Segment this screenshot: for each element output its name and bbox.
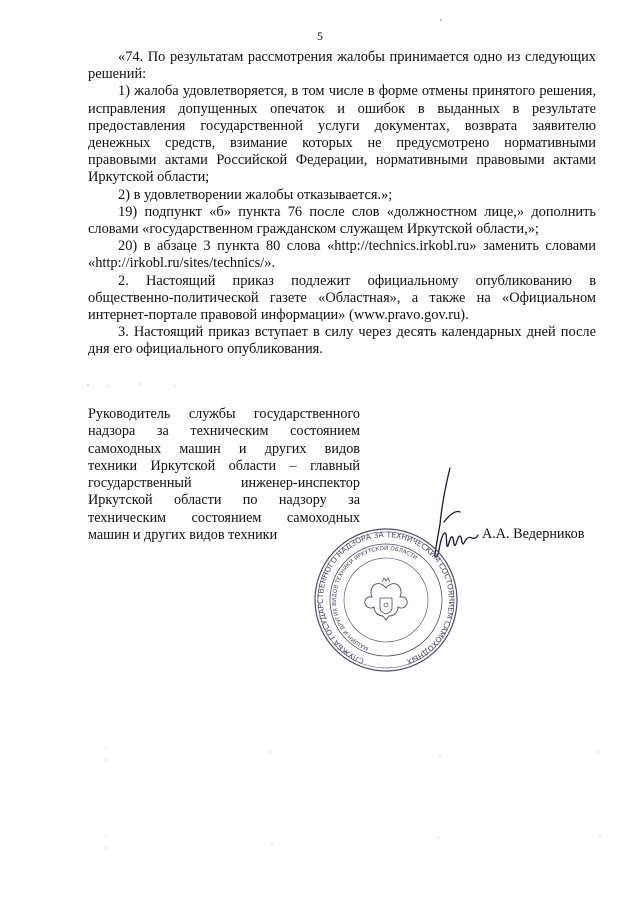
- amendment-20: 20) в абзаце 3 пункта 80 слова «http://technics.irkobl.ru» заменить словами «http://irkobl.ru/sites/technics/».: [88, 238, 596, 272]
- official-seal: [313, 527, 459, 673]
- signatory-line: Иркутской области по надзору за: [88, 492, 360, 509]
- signatory-line: государственный инженер-инспектор: [88, 475, 360, 492]
- clause-2-publication: 2. Настоящий приказ подлежит официальному опубликованию в общественно-политической газете «Областная», а также на «Официальном интернет-портале правовой информации» (www.pravo.gov.ru).: [88, 272, 596, 324]
- signatory-line: Руководитель службы государственного: [88, 406, 360, 422]
- paragraph-74-item-2: 2) в удовлетворении жалобы отказывается.»;: [118, 186, 393, 203]
- seal-inner-text: МАШИН И ДРУГИХ ВИДОВ ТЕХНИКИ ИРКУТСКОЙ ОБЛАСТИ: [331, 545, 419, 651]
- signer-name: А.А. Ведерников: [482, 526, 585, 542]
- seal-outer-text: СЛУЖБА ГОСУДАРСТВЕННОГО НАДЗОРА ЗА ТЕХНИЧЕСКИМ СОСТОЯНИЕМ САМОХОДНЫХ: [315, 529, 457, 667]
- clause-3-entry-into-force: 3. Настоящий приказ вступает в силу через десять календарных дней после дня его официального опубликования.: [88, 324, 596, 358]
- paragraph-74: «74. По результатам рассмотрения жалобы принимается одно из следующих решений:: [88, 49, 596, 83]
- paragraph-74-item-1: 1) жалоба удовлетворяется, в том числе в форме отмены принятого решения, исправления допущенных опечаток и ошибок в выданных в результате предоставления государственной услуги документах, возврата заявителю денежных средств, взимание которых не предусмотрено нормативными правовыми актами Российской Федерации, нормативными правовыми актами Иркутской области;: [88, 83, 596, 186]
- signatory-line: надзора за техническим состоянием: [88, 423, 360, 440]
- signatory-line: машин и других видов техники: [88, 527, 278, 544]
- double-headed-eagle-emblem: [365, 578, 407, 620]
- signatory-line: самоходных машин и других видов: [88, 440, 360, 457]
- signatory-line: техническим состоянием самоходных: [88, 509, 360, 526]
- signatory-line: техники Иркутской области – главный: [88, 457, 360, 474]
- page-number: 5: [317, 29, 323, 43]
- document-body: [88, 49, 596, 359]
- amendment-19: 19) подпункт «б» пункта 76 после слов «должностном лице,» дополнить словами «государственном гражданском служащем Иркутской области,»;: [88, 203, 596, 238]
- signatory-position: [88, 406, 360, 544]
